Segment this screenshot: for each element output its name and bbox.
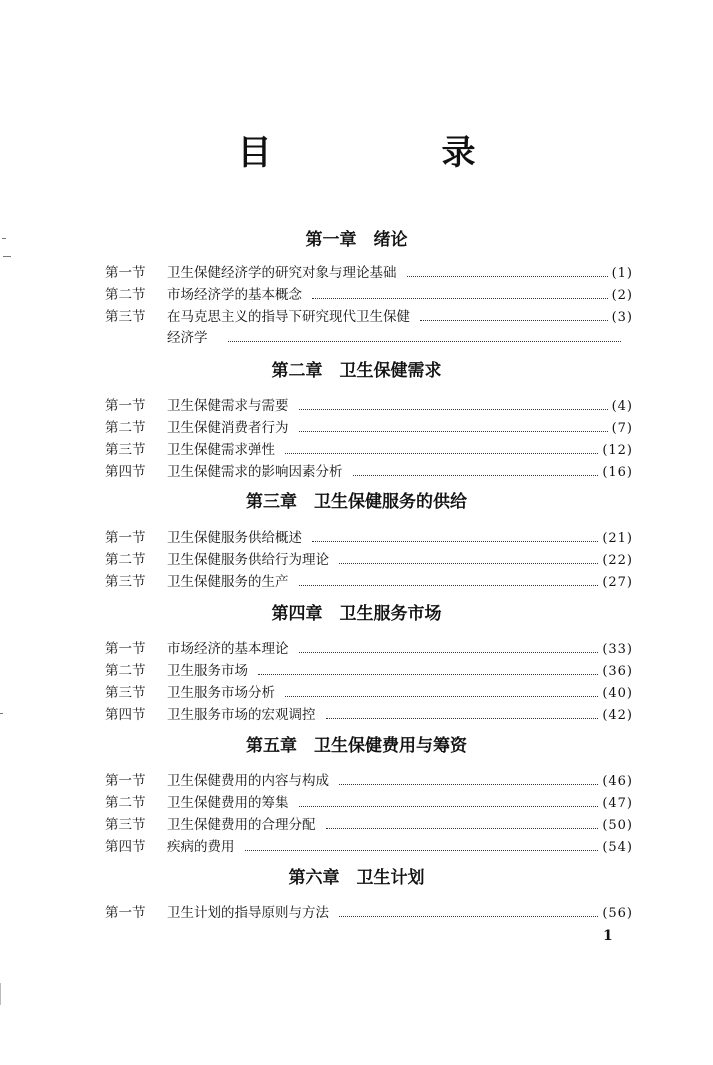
toc-entry[interactable] xyxy=(105,440,633,460)
dot-leader xyxy=(299,408,608,410)
section-title: 疾病的费用 xyxy=(167,839,235,855)
dot-leader xyxy=(326,827,599,829)
dot-leader xyxy=(312,540,598,542)
dot-leader xyxy=(245,849,599,851)
page-ref: (54) xyxy=(602,840,633,855)
toc-entry[interactable] xyxy=(105,837,633,857)
page-ref: (42) xyxy=(602,708,633,723)
section-number: 第三节 xyxy=(105,309,146,325)
section-title: 市场经济学的基本概念 xyxy=(167,287,302,303)
toc-entry[interactable] xyxy=(105,462,633,482)
page-ref: (21) xyxy=(602,531,633,546)
section-number: 第四节 xyxy=(105,464,146,480)
chapter-6-heading: 第六章 卫生计划 xyxy=(288,868,425,888)
section-title: 卫生保健费用的筹集 xyxy=(167,795,289,811)
toc-entry[interactable] xyxy=(105,396,633,416)
section-number: 第二节 xyxy=(105,287,146,303)
section-title: 卫生保健需求弹性 xyxy=(167,442,275,458)
toc-entry[interactable] xyxy=(105,418,633,438)
section-number: 第三节 xyxy=(105,574,146,590)
section-number: 第二节 xyxy=(105,795,146,811)
section-number: 第二节 xyxy=(105,663,146,679)
page-ref: (47) xyxy=(602,796,633,811)
section-title: 卫生保健费用的内容与构成 xyxy=(167,773,329,789)
dot-leader xyxy=(339,783,598,785)
section-number: 第三节 xyxy=(105,442,146,458)
section-title: 在马克思主义的指导下研究现代卫生保健 xyxy=(167,309,410,325)
dot-leader xyxy=(299,430,608,432)
toc-entry[interactable] xyxy=(105,263,633,283)
scan-mark xyxy=(3,256,11,257)
section-title: 卫生保健消费者行为 xyxy=(167,420,289,436)
section-number: 第四节 xyxy=(105,839,146,855)
page-ref: (36) xyxy=(602,664,633,679)
toc-entry[interactable] xyxy=(105,903,633,923)
chapter-5-heading: 第五章 卫生保健费用与筹资 xyxy=(246,736,467,756)
chapter-2-heading: 第二章 卫生保健需求 xyxy=(271,361,442,381)
section-number: 第一节 xyxy=(105,398,146,414)
page-ref: (46) xyxy=(602,774,633,789)
toc-entry[interactable] xyxy=(105,661,633,681)
chapter-4-heading: 第四章 卫生服务市场 xyxy=(271,604,442,624)
section-title: 卫生保健服务供给行为理论 xyxy=(167,552,329,568)
page-ref: (7) xyxy=(611,421,633,436)
toc-entry[interactable] xyxy=(105,815,633,835)
toc-entry[interactable] xyxy=(105,771,633,791)
section-number: 第一节 xyxy=(105,265,146,281)
page-ref: (3) xyxy=(611,310,633,325)
toc-entry[interactable] xyxy=(105,528,633,548)
section-number: 第四节 xyxy=(105,707,146,723)
dot-leader xyxy=(339,915,598,917)
page-ref: (1) xyxy=(611,266,633,281)
chapter-3-heading: 第三章 卫生保健服务的供给 xyxy=(246,492,467,512)
section-title-continuation: 经济学 xyxy=(167,330,208,346)
dot-leader xyxy=(353,474,599,476)
dot-leader xyxy=(420,319,608,321)
section-title: 卫生保健服务的生产 xyxy=(167,574,289,590)
section-number: 第三节 xyxy=(105,817,146,833)
page-ref: (56) xyxy=(602,906,633,921)
page-ref: (12) xyxy=(602,443,633,458)
section-title: 卫生计划的指导原则与方法 xyxy=(167,905,329,921)
section-title: 卫生服务市场分析 xyxy=(167,685,275,701)
toc-entry[interactable] xyxy=(105,705,633,725)
scan-mark xyxy=(0,713,3,714)
section-number: 第一节 xyxy=(105,773,146,789)
toc-entry[interactable] xyxy=(105,572,633,592)
section-number: 第一节 xyxy=(105,905,146,921)
dot-leader xyxy=(312,297,608,299)
page-ref: (16) xyxy=(602,465,633,480)
toc-entry[interactable] xyxy=(105,793,633,813)
section-title: 市场经济的基本理论 xyxy=(167,641,289,657)
section-number: 第三节 xyxy=(105,685,146,701)
page-title: 目 录 xyxy=(237,133,544,173)
page-ref: (50) xyxy=(602,818,633,833)
dot-leader xyxy=(339,562,598,564)
section-number: 第二节 xyxy=(105,552,146,568)
page-ref: (22) xyxy=(602,553,633,568)
page-ref: (2) xyxy=(611,288,633,303)
section-title: 卫生服务市场的宏观调控 xyxy=(167,707,316,723)
toc-entry[interactable] xyxy=(105,550,633,570)
section-title: 卫生服务市场 xyxy=(167,663,248,679)
dot-leader xyxy=(299,805,599,807)
chapter-1-heading: 第一章 绪论 xyxy=(305,230,408,250)
page-ref: (40) xyxy=(602,686,633,701)
section-title: 卫生保健服务供给概述 xyxy=(167,530,302,546)
dot-leader xyxy=(285,452,598,454)
section-title: 卫生保健费用的合理分配 xyxy=(167,817,316,833)
dot-leader xyxy=(326,717,599,719)
section-number: 第一节 xyxy=(105,530,146,546)
dot-leader xyxy=(258,673,598,675)
page-ref: (33) xyxy=(602,642,633,657)
scan-mark xyxy=(0,983,1,1005)
toc-entry[interactable] xyxy=(105,285,633,305)
page-number: 1 xyxy=(603,928,613,944)
dot-leader xyxy=(228,340,622,342)
toc-entry[interactable] xyxy=(105,307,633,327)
section-number: 第二节 xyxy=(105,420,146,436)
page-ref: (4) xyxy=(611,399,633,414)
toc-entry-continuation[interactable] xyxy=(167,328,625,348)
section-title: 卫生保健需求与需要 xyxy=(167,398,289,414)
dot-leader xyxy=(299,651,599,653)
dot-leader xyxy=(285,695,598,697)
section-title: 卫生保健经济学的研究对象与理论基础 xyxy=(167,265,397,281)
dot-leader xyxy=(299,584,599,586)
dot-leader xyxy=(407,275,608,277)
section-title: 卫生保健需求的影响因素分析 xyxy=(167,464,343,480)
scan-mark xyxy=(2,238,6,239)
section-number: 第一节 xyxy=(105,641,146,657)
toc-entry[interactable] xyxy=(105,683,633,703)
toc-entry[interactable] xyxy=(105,639,633,659)
page-ref: (27) xyxy=(602,575,633,590)
